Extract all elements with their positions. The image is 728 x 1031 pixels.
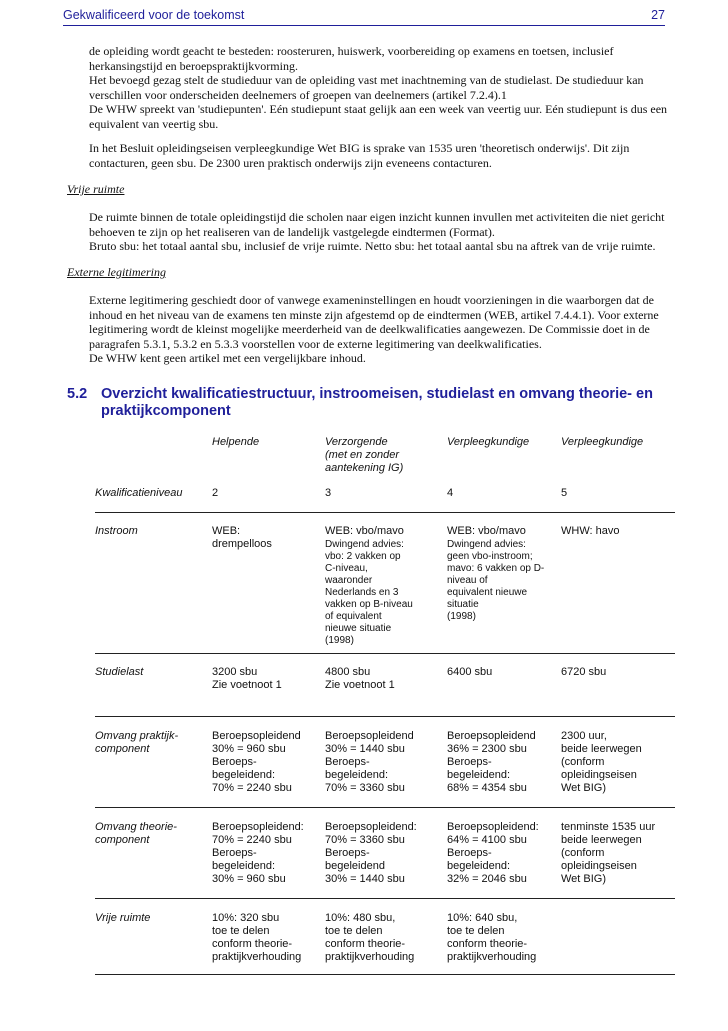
heading-externe-legitimering: Externe legitimering bbox=[67, 265, 166, 279]
table-divider bbox=[95, 807, 675, 808]
page-number: 27 bbox=[651, 8, 665, 22]
table-cell: WEB: vbo/mavo bbox=[325, 525, 404, 537]
row-label: Omvang praktijk- component bbox=[95, 730, 179, 755]
page-header bbox=[63, 4, 665, 26]
table-cell: 10%: 640 sbu, toe te delen conform theorie- praktijkverhouding bbox=[447, 912, 537, 963]
row-label: Omvang theorie- component bbox=[95, 821, 177, 846]
paragraph-studielast-cont: de opleiding wordt geacht te besteden: roosteruren, huiswerk, voorbereiding op examens en toetsen, inclusief herkansingstijd en beroepspraktijkvorming. bbox=[89, 44, 614, 73]
table-cell: 3 bbox=[325, 487, 332, 499]
table-divider bbox=[95, 898, 675, 899]
table-cell: Beroepsopleidend: 64% = 4100 sbu Beroeps- begeleidend: 32% = 2046 sbu bbox=[447, 821, 539, 885]
table-cell: 2 bbox=[212, 487, 219, 499]
table-cell: tenminste 1535 uur beide leerwegen (conform opleidingseisen Wet BIG) bbox=[561, 821, 656, 885]
table-divider bbox=[95, 653, 675, 654]
table-cell-note: Dwingend advies: vbo: 2 vakken op C-niveau, waaronder Nederlands en 3 vakken op B-niveau of equivalent nieuwe situatie (1998) bbox=[325, 539, 413, 646]
table-cell: Beroepsopleidend: 70% = 2240 sbu Beroeps- begeleidend: 30% = 960 sbu bbox=[212, 821, 304, 885]
table-cell: 2300 uur, beide leerwegen (conform opleidingseisen Wet BIG) bbox=[561, 730, 642, 794]
table-cell: WHW: havo bbox=[561, 525, 620, 537]
col-header-verpleegkundige-4: Verpleegkundige bbox=[447, 436, 530, 448]
table-cell: 6720 sbu bbox=[561, 666, 607, 678]
table-divider bbox=[95, 512, 675, 513]
table-cell: 4 bbox=[447, 487, 454, 499]
table-cell: Beroepsopleidend 30% = 1440 sbu Beroeps- begeleidend: 70% = 3360 sbu bbox=[325, 730, 414, 794]
table-cell: 10%: 480 sbu, toe te delen conform theorie- praktijkverhouding bbox=[325, 912, 415, 963]
paragraph-externe-legitimering: Externe legitimering geschiedt door of vanwege exameninstellingen en houdt voorzieningen in die waarborgen dat de inhoud en het niveau van de examens ten minste zijn afgestemd op de eindtermen (WEB, artikel 7.4.4.1). Voor externe legitimering wordt de kleinst mogelijke meerderheid van de deelkwalificaties aangewezen. De Commissie doet in de paragrafen 5.3.1, 5.3.2 en 5.3.3 voorstellen voor de externe legitimering van deelkwalificaties. bbox=[89, 293, 659, 351]
row-label: Studielast bbox=[95, 666, 144, 678]
paragraph-studiepunten: De WHW spreekt van 'studiepunten'. Eén studiepunt staat gelijk aan een week van veertig uur. Eén studiepunt is dus een equivalent van veertig sbu. bbox=[89, 102, 668, 131]
paragraph-whw: De WHW kent geen artikel met een vergelijkbare inhoud. bbox=[89, 351, 366, 365]
table-cell: 6400 sbu bbox=[447, 666, 493, 678]
table-cell: WEB: drempelloos bbox=[212, 525, 272, 550]
col-header-verzorgende: Verzorgende (met en zonder aantekening IG) bbox=[325, 436, 404, 474]
table-cell: 5 bbox=[561, 487, 568, 499]
table-cell: 4800 sbu Zie voetnoot 1 bbox=[325, 666, 395, 691]
table-cell: 10%: 320 sbu toe te delen conform theorie- praktijkverhouding bbox=[212, 912, 302, 963]
col-header-helpende: Helpende bbox=[212, 436, 260, 448]
table-cell: 3200 sbu Zie voetnoot 1 bbox=[212, 666, 282, 691]
row-label: Instroom bbox=[95, 525, 138, 537]
header-title: Gekwalificeerd voor de toekomst bbox=[63, 8, 245, 22]
table-divider bbox=[95, 974, 675, 975]
table-cell: Beroepsopleidend 36% = 2300 sbu Beroeps- begeleidend: 68% = 4354 sbu bbox=[447, 730, 536, 794]
row-label: Vrije ruimte bbox=[95, 912, 151, 924]
paragraph-vrije-ruimte: De ruimte binnen de totale opleidingstijd die scholen naar eigen inzicht kunnen invullen met activiteiten die niet gericht behoeven te zijn op het realiseren van de landelijk vastgelegde eindtermen (Format). bbox=[89, 210, 665, 239]
header-rule bbox=[63, 25, 665, 26]
table-divider bbox=[95, 716, 675, 717]
table-cell: Beroepsopleidend 30% = 960 sbu Beroeps- begeleidend: 70% = 2240 sbu bbox=[212, 730, 301, 794]
paragraph-studieduur: Het bevoegd gezag stelt de studieduur van de opleiding vast met inachtneming van de studielast. De studieduur kan verschillen voor onderscheiden deelnemers of groepen van deelnemers (artikel 7.2.4).1 bbox=[89, 73, 644, 102]
paragraph-besluit: In het Besluit opleidingseisen verpleegkundige Wet BIG is sprake van 1535 uren 'theoretisch onderwijs'. Dit zijn contacturen, geen sbu. De 2300 uren praktisch onderwijs zijn eveneens contacturen. bbox=[89, 141, 630, 170]
heading-vrije-ruimte: Vrije ruimte bbox=[67, 182, 125, 196]
section-title: Overzicht kwalificatiestructuur, instroomeisen, studielast en omvang theorie- en praktijkcomponent bbox=[101, 386, 653, 419]
row-label: Kwalificatieniveau bbox=[95, 487, 183, 499]
section-number: 5.2 bbox=[67, 386, 88, 402]
col-header-verpleegkundige-5: Verpleegkundige bbox=[561, 436, 644, 448]
table-cell: WEB: vbo/mavo bbox=[447, 525, 526, 537]
table-cell-note: Dwingend advies: geen vbo-instroom; mavo: 6 vakken op D- niveau of equivalent nieuwe situatie (1998) bbox=[447, 539, 545, 622]
table-cell: Beroepsopleidend: 70% = 3360 sbu Beroeps- begeleidend 30% = 1440 sbu bbox=[325, 821, 417, 885]
paragraph-bruto-netto: Bruto sbu: het totaal aantal sbu, inclusief de vrije ruimte. Netto sbu: het totaal aantal sbu na aftrek van de vrije ruimte. bbox=[89, 239, 656, 253]
